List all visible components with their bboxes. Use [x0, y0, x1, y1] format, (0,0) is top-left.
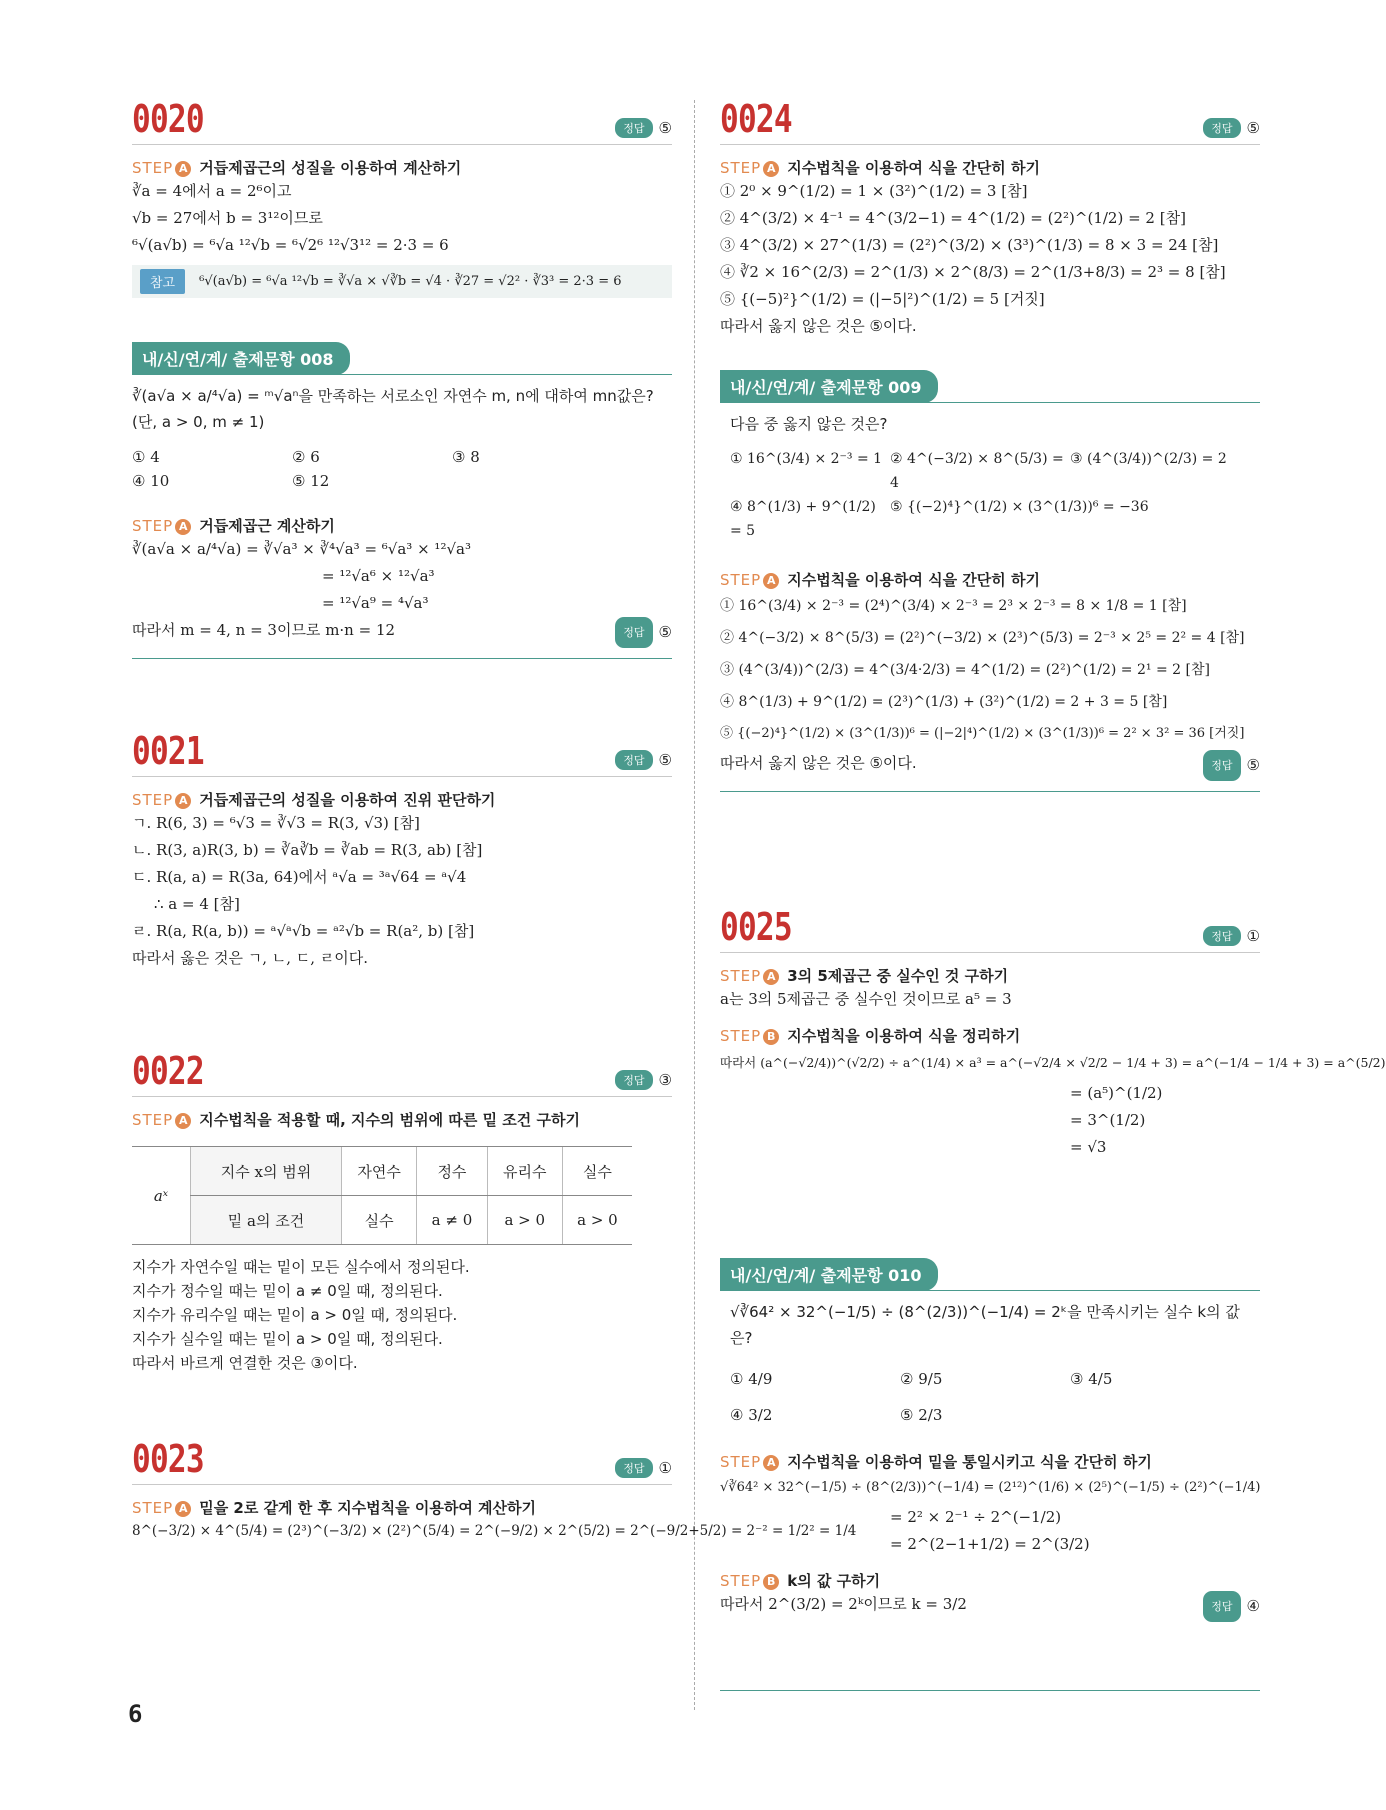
problem-0024	[720, 97, 1260, 340]
problem-header	[132, 1437, 672, 1485]
solution-line: = 2^(2−1+1/2) = 2^(3/2)	[890, 1535, 1090, 1553]
exam-question-009	[720, 370, 1260, 792]
text-line: 지수가 유리수일 때는 밑이 a > 0일 때, 정의된다.	[132, 1306, 458, 1324]
answer	[615, 617, 672, 648]
answer-value: ⑤	[658, 623, 672, 641]
solution-line: ∛(a√a × a/⁴√a) = ∛√a³ × ∛⁴√a³ = ⁶√a³ × ¹²√a³	[132, 540, 471, 558]
step-letter: A	[175, 161, 191, 177]
note-text: ⁶√(a√b) = ⁶√a ¹²√b = ∛√a × √∛b = √4 · ∛27 = √2² · ∛3³ = 2·3 = 6	[199, 274, 622, 289]
problem-number: 0024	[720, 97, 792, 141]
conclusion: 따라서 2^(3/2) = 2ᵏ이므로 k = 3/2	[720, 1595, 967, 1613]
conclusion-row	[132, 617, 672, 648]
step-word: STEP	[720, 159, 762, 177]
step-letter: A	[175, 1113, 191, 1129]
answer-badge: 정답	[1203, 1591, 1240, 1622]
table-cell: 지수 x의 범위	[191, 1147, 342, 1196]
solution-line: ③ (4^(3/4))^(2/3) = 4^(3/4·2/3) = 4^(1/2) = (2²)^(1/2) = 2¹ = 2 [참]	[720, 662, 1210, 678]
solution-line: = √3	[1070, 1138, 1107, 1156]
step-a	[720, 965, 1260, 986]
choice: ④ 3/2	[730, 1406, 773, 1424]
problem-number: 0022	[132, 1049, 204, 1093]
table-row-label: aˣ	[132, 1147, 191, 1245]
solution-line: 따라서 옳지 않은 것은 ⑤이다.	[720, 317, 917, 335]
solution-line: √∛64² × 32^(−1/5) ÷ (8^(2/3))^(−1/4) = (2¹²)^(1/6) × (2⁵)^(−1/5) ÷ (2²)^(−1/4)	[720, 1480, 1261, 1495]
choice: ④ 10	[132, 472, 170, 490]
problem-header	[720, 97, 1260, 145]
step-letter: B	[763, 1574, 779, 1590]
base-condition-table	[132, 1146, 632, 1245]
choice: ⑤ 12	[292, 472, 330, 490]
choices	[720, 1361, 1260, 1433]
solution-line: ㄹ. R(a, R(a, b)) = ᵃ√ᵃ√b = ᵃ²√b = R(a², b) [참]	[132, 922, 475, 940]
step-letter: A	[763, 573, 779, 589]
solution-line: ⁶√(a√b) = ⁶√a ¹²√b = ⁶√2⁶ ¹²√3¹² = 2·3 = 6	[132, 236, 449, 254]
step-word: STEP	[720, 1027, 762, 1045]
answer-value: ⑤	[658, 119, 672, 137]
choice: ② 6	[292, 448, 320, 466]
exam-question-010	[720, 1258, 1260, 1622]
step-title: 지수법칙을 이용하여 식을 간단히 하기	[787, 571, 1040, 589]
problem-number: 0025	[720, 905, 792, 949]
choice: ④ 8^(1/3) + 9^(1/2) = 5	[730, 499, 876, 539]
reference-note	[132, 265, 672, 298]
solution-line: ㄱ. R(6, 3) = ⁶√3 = ∛√3 = R(3, √3) [참]	[132, 814, 420, 832]
choice: ② 9/5	[900, 1370, 943, 1388]
choices	[132, 445, 672, 493]
solution-line: ⑤ {(−2)⁴}^(1/2) × (3^(1/3))⁶ = (|−2|⁴)^(1/2) × (3^(1/3))⁶ = 2² × 3² = 36 [거짓]	[720, 726, 1245, 741]
explanation	[132, 1255, 672, 1375]
solution-line: ① 16^(3/4) × 2⁻³ = (2⁴)^(3/4) × 2⁻³ = 2³ × 2⁻³ = 8 × 1/8 = 1 [참]	[720, 598, 1187, 614]
step-title: k의 값 구하기	[787, 1572, 881, 1590]
step-title: 거듭제곱근의 성질을 이용하여 계산하기	[199, 159, 462, 177]
solution-line: 따라서 옳은 것은 ㄱ, ㄴ, ㄷ, ㄹ이다.	[132, 949, 369, 967]
choice: ⑤ 2/3	[900, 1406, 943, 1424]
answer	[1203, 1591, 1260, 1622]
step-title: 지수법칙을 이용하여 식을 간단히 하기	[787, 159, 1040, 177]
step-a	[132, 157, 672, 178]
step-title: 지수법칙을 이용하여 식을 정리하기	[787, 1027, 1021, 1045]
solution-line: ④ ∛2 × 16^(2/3) = 2^(1/3) × 2^(8/3) = 2^(1/3+8/3) = 2³ = 8 [참]	[720, 263, 1226, 281]
step-title: 밑을 2로 같게 한 후 지수법칙을 이용하여 계산하기	[199, 1499, 537, 1517]
step-word: STEP	[132, 1111, 174, 1129]
table-cell: 유리수	[487, 1147, 562, 1196]
text-line: 지수가 정수일 때는 밑이 a ≠ 0일 때, 정의된다.	[132, 1282, 443, 1300]
solution-line: = (a⁵)^(1/2)	[1070, 1084, 1163, 1102]
choice: ③ (4^(3/4))^(2/3) = 2	[1070, 451, 1227, 467]
table-cell: 실수	[562, 1147, 632, 1196]
step-title: 지수법칙을 적용할 때, 지수의 범위에 따른 밑 조건 구하기	[199, 1111, 580, 1129]
problem-0022	[132, 1049, 672, 1375]
step-title: 거듭제곱근의 성질을 이용하여 진위 판단하기	[199, 791, 496, 809]
note-badge: 참고	[140, 269, 185, 294]
answer	[615, 1458, 672, 1478]
table-cell: a > 0	[487, 1196, 562, 1245]
solution-line: = ¹²√a⁹ = ⁴√a³	[322, 594, 429, 612]
choice: ⑤ {(−2)⁴}^(1/2) × (3^(1/3))⁶ = −36	[890, 499, 1149, 515]
solution-line: 8^(−3/2) × 4^(5/4) = (2³)^(−3/2) × (2²)^(5/4) = 2^(−9/2) × 2^(5/2) = 2^(−9/2+5/2) = 2⁻² = 1/2² = 1/4	[132, 1523, 857, 1539]
solution-line: ③ 4^(3/2) × 27^(1/3) = (2²)^(3/2) × (3³)^(1/3) = 8 × 3 = 24 [참]	[720, 236, 1219, 254]
solution-line: ④ 8^(1/3) + 9^(1/2) = (2³)^(1/3) + (3²)^(1/2) = 2 + 3 = 5 [참]	[720, 694, 1168, 710]
step-title: 거듭제곱근 계산하기	[199, 517, 335, 535]
conclusion: 따라서 옳지 않은 것은 ⑤이다.	[720, 754, 917, 772]
step-letter: A	[175, 1501, 191, 1517]
answer	[1203, 118, 1260, 138]
exam-header: 내/신/연/계/ 출제문항 010	[720, 1258, 938, 1291]
answer-badge: 정답	[615, 750, 652, 770]
answer-badge: 정답	[615, 118, 652, 138]
exam-question: ∛(a√a × a/⁴√a) = ᵐ√aⁿ을 만족하는 서로소인 자연수 m, n에 대하여 mn값은? (단, a > 0, m ≠ 1)	[132, 387, 654, 431]
table-cell: a > 0	[562, 1196, 632, 1245]
table-cell: 자연수	[342, 1147, 417, 1196]
exam-header: 내/신/연/계/ 출제문항 008	[132, 342, 350, 375]
problem-header	[132, 97, 672, 145]
step-a	[720, 569, 1260, 590]
step-letter: A	[763, 161, 779, 177]
answer	[615, 118, 672, 138]
problem-0021	[132, 729, 672, 972]
text-line: 지수가 자연수일 때는 밑이 모든 실수에서 정의된다.	[132, 1258, 470, 1276]
choice: ① 4/9	[730, 1370, 773, 1388]
solution-line: ⑤ {(−5)²}^(1/2) = (|−5|²)^(1/2) = 5 [거짓]	[720, 290, 1045, 308]
step-word: STEP	[720, 967, 762, 985]
section-rule	[720, 1690, 1260, 1691]
step-letter: A	[175, 793, 191, 809]
step-a	[132, 515, 672, 536]
exam-question: 다음 중 옳지 않은 것은?	[730, 415, 888, 433]
problem-header	[720, 905, 1260, 953]
problem-header	[132, 729, 672, 777]
choice: ③ 8	[452, 448, 480, 466]
step-a	[132, 789, 672, 810]
solution-line: 따라서 (a^(−√2/4))^(√2/2) ÷ a^(1/4) × a³ = a^(−√2/4 × √2/2 − 1/4 + 3) = a^(−1/4 − 1/4 + 3) = a^(5/2)	[720, 1055, 1386, 1070]
exam-question: √∛64² × 32^(−1/5) ÷ (8^(2/3))^(−1/4) = 2ᵏ을 만족시키는 실수 k의 값은?	[730, 1303, 1240, 1347]
step-title: 지수법칙을 이용하여 밑을 통일시키고 식을 간단히 하기	[787, 1453, 1152, 1471]
solution-line: ∴ a = 4 [참]	[154, 895, 240, 913]
problem-0020	[132, 97, 672, 298]
problem-number: 0021	[132, 729, 204, 773]
conclusion-row	[720, 750, 1260, 781]
step-b	[720, 1025, 1260, 1046]
solution-line: ㄴ. R(3, a)R(3, b) = ∛a∛b = ∛ab = R(3, ab) [참]	[132, 841, 483, 859]
answer-value: ⑤	[658, 751, 672, 769]
answer-value: ①	[658, 1459, 672, 1477]
problem-0025	[720, 905, 1386, 1161]
table-cell: 밑 a의 조건	[191, 1196, 342, 1245]
solution-line: ② 4^(−3/2) × 8^(5/3) = (2²)^(−3/2) × (2³)^(5/3) = 2⁻³ × 2⁵ = 2² = 4 [참]	[720, 630, 1245, 646]
problem-number: 0020	[132, 97, 204, 141]
step-word: STEP	[132, 517, 174, 535]
answer-badge: 정답	[1203, 750, 1240, 781]
answer-value: ④	[1246, 1597, 1260, 1615]
page-number: 6	[128, 1700, 143, 1728]
choice: ② 4^(−3/2) × 8^(5/3) = 4	[890, 451, 1064, 491]
column-divider	[694, 100, 695, 1710]
problem-number: 0023	[132, 1437, 204, 1481]
solution-line: √b = 27에서 b = 3¹²이므로	[132, 209, 323, 227]
solution-line: = 3^(1/2)	[1070, 1111, 1146, 1129]
answer-badge: 정답	[615, 1070, 652, 1090]
step-a	[132, 1497, 672, 1518]
step-word: STEP	[132, 1499, 174, 1517]
answer-value: ③	[658, 1071, 672, 1089]
answer-badge: 정답	[1203, 926, 1240, 946]
conclusion-row	[720, 1591, 1260, 1622]
solution-line: = ¹²√a⁶ × ¹²√a³	[322, 567, 435, 585]
step-word: STEP	[132, 159, 174, 177]
table-cell: 정수	[417, 1147, 487, 1196]
solution-line: ① 2⁰ × 9^(1/2) = 1 × (3²)^(1/2) = 3 [참]	[720, 182, 1028, 200]
table-cell: 실수	[342, 1196, 417, 1245]
answer-value: ⑤	[1246, 119, 1260, 137]
solution-line: = 2² × 2⁻¹ ÷ 2^(−1/2)	[890, 1508, 1062, 1526]
exam-header: 내/신/연/계/ 출제문항 009	[720, 370, 938, 403]
choices	[720, 447, 1260, 543]
answer-badge: 정답	[615, 617, 652, 648]
step-letter: A	[175, 519, 191, 535]
step-a	[132, 1109, 672, 1130]
text-line: 지수가 실수일 때는 밑이 a > 0일 때, 정의된다.	[132, 1330, 443, 1348]
step-letter: A	[763, 969, 779, 985]
step-letter: A	[763, 1455, 779, 1471]
step-word: STEP	[720, 1572, 762, 1590]
step-b	[720, 1570, 1260, 1591]
step-a	[720, 1451, 1260, 1472]
solution-line: ㄷ. R(a, a) = R(3a, 64)에서 ᵃ√a = ³ᵃ√64 = ᵃ√4	[132, 868, 467, 886]
text-line: 따라서 바르게 연결한 것은 ③이다.	[132, 1354, 358, 1372]
answer	[1203, 750, 1260, 781]
solution-line: ∛a = 4에서 a = 2⁶이고	[132, 182, 292, 200]
choice: ① 4	[132, 448, 160, 466]
step-word: STEP	[720, 571, 762, 589]
step-title: 3의 5제곱근 중 실수인 것 구하기	[787, 967, 1009, 985]
answer	[615, 750, 672, 770]
answer-value: ⑤	[1246, 756, 1260, 774]
step-word: STEP	[720, 1453, 762, 1471]
table-cell: a ≠ 0	[417, 1196, 487, 1245]
answer-badge: 정답	[615, 1458, 652, 1478]
conclusion: 따라서 m = 4, n = 3이므로 m·n = 12	[132, 621, 396, 639]
choice: ③ 4/5	[1070, 1370, 1113, 1388]
choice: ① 16^(3/4) × 2⁻³ = 1	[730, 451, 883, 467]
solution-line: a는 3의 5제곱근 중 실수인 것이므로 a⁵ = 3	[720, 990, 1012, 1008]
step-a	[720, 157, 1260, 178]
answer	[1203, 926, 1260, 946]
answer	[615, 1070, 672, 1090]
step-letter: B	[763, 1029, 779, 1045]
problem-0023	[132, 1437, 857, 1545]
answer-value: ①	[1246, 927, 1260, 945]
solution-line: ② 4^(3/2) × 4⁻¹ = 4^(3/2−1) = 4^(1/2) = (2²)^(1/2) = 2 [참]	[720, 209, 1186, 227]
exam-question-008	[132, 342, 672, 659]
problem-header	[132, 1049, 672, 1097]
answer-badge: 정답	[1203, 118, 1240, 138]
step-word: STEP	[132, 791, 174, 809]
